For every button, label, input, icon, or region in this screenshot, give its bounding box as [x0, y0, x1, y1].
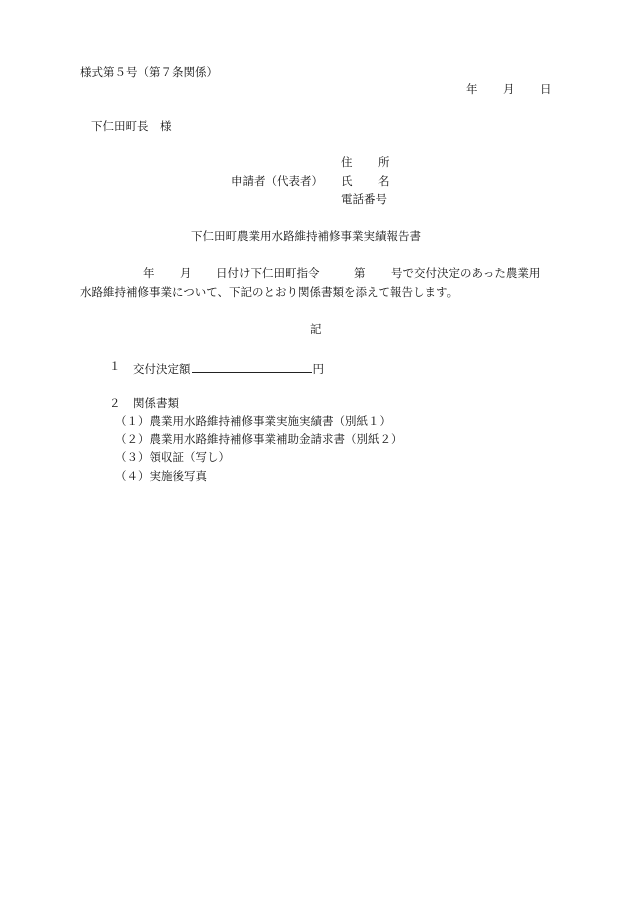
doc-item-1: （１）農業用水路維持補修事業実施実績書（別紙１） — [115, 414, 391, 428]
address-label-1: 住 — [341, 155, 353, 169]
item2-label: 関係書類 — [133, 396, 179, 410]
address-label-2: 所 — [378, 155, 390, 169]
item1-row — [133, 361, 324, 376]
amount-blank-line — [192, 361, 312, 373]
name-label-1: 氏 — [341, 174, 353, 188]
date-month-label: 月 — [503, 82, 515, 96]
item1-label: 交付決定額 — [133, 362, 191, 376]
doc-item-2: （２）農業用水路維持補修事業補助金請求書（別紙２） — [115, 432, 403, 446]
body-dai: 第 — [354, 266, 366, 280]
doc-item-4: （４）実施後写真 — [115, 469, 207, 483]
doc-item-3: （３）領収証（写し） — [115, 450, 230, 464]
addressee: 下仁田町長 様 — [91, 119, 172, 133]
body-year: 年 — [143, 266, 155, 280]
body-month: 月 — [180, 266, 192, 280]
body-text-a: 日付け下仁田町指令 — [216, 266, 320, 280]
body-line-2: 水路維持補修事業について、下記のとおり関係書類を添えて報告します。 — [80, 285, 459, 299]
date-day-label: 日 — [540, 82, 552, 96]
phone-label: 電話番号 — [341, 192, 387, 206]
document-title: 下仁田町農業用水路維持補修事業実績報告書 — [191, 229, 421, 243]
item1-unit: 円 — [312, 362, 324, 376]
date-year-label: 年 — [466, 82, 478, 96]
ki-label: 記 — [310, 322, 322, 336]
name-label-2: 名 — [378, 174, 390, 188]
applicant-role-label: 申請者（代表者） — [231, 174, 323, 188]
form-number: 様式第５号（第７条関係） — [80, 65, 218, 79]
item2-number: ２ — [109, 396, 121, 410]
body-text-b: 号で交付決定のあった農業用 — [391, 266, 541, 280]
item1-number: １ — [109, 359, 121, 373]
